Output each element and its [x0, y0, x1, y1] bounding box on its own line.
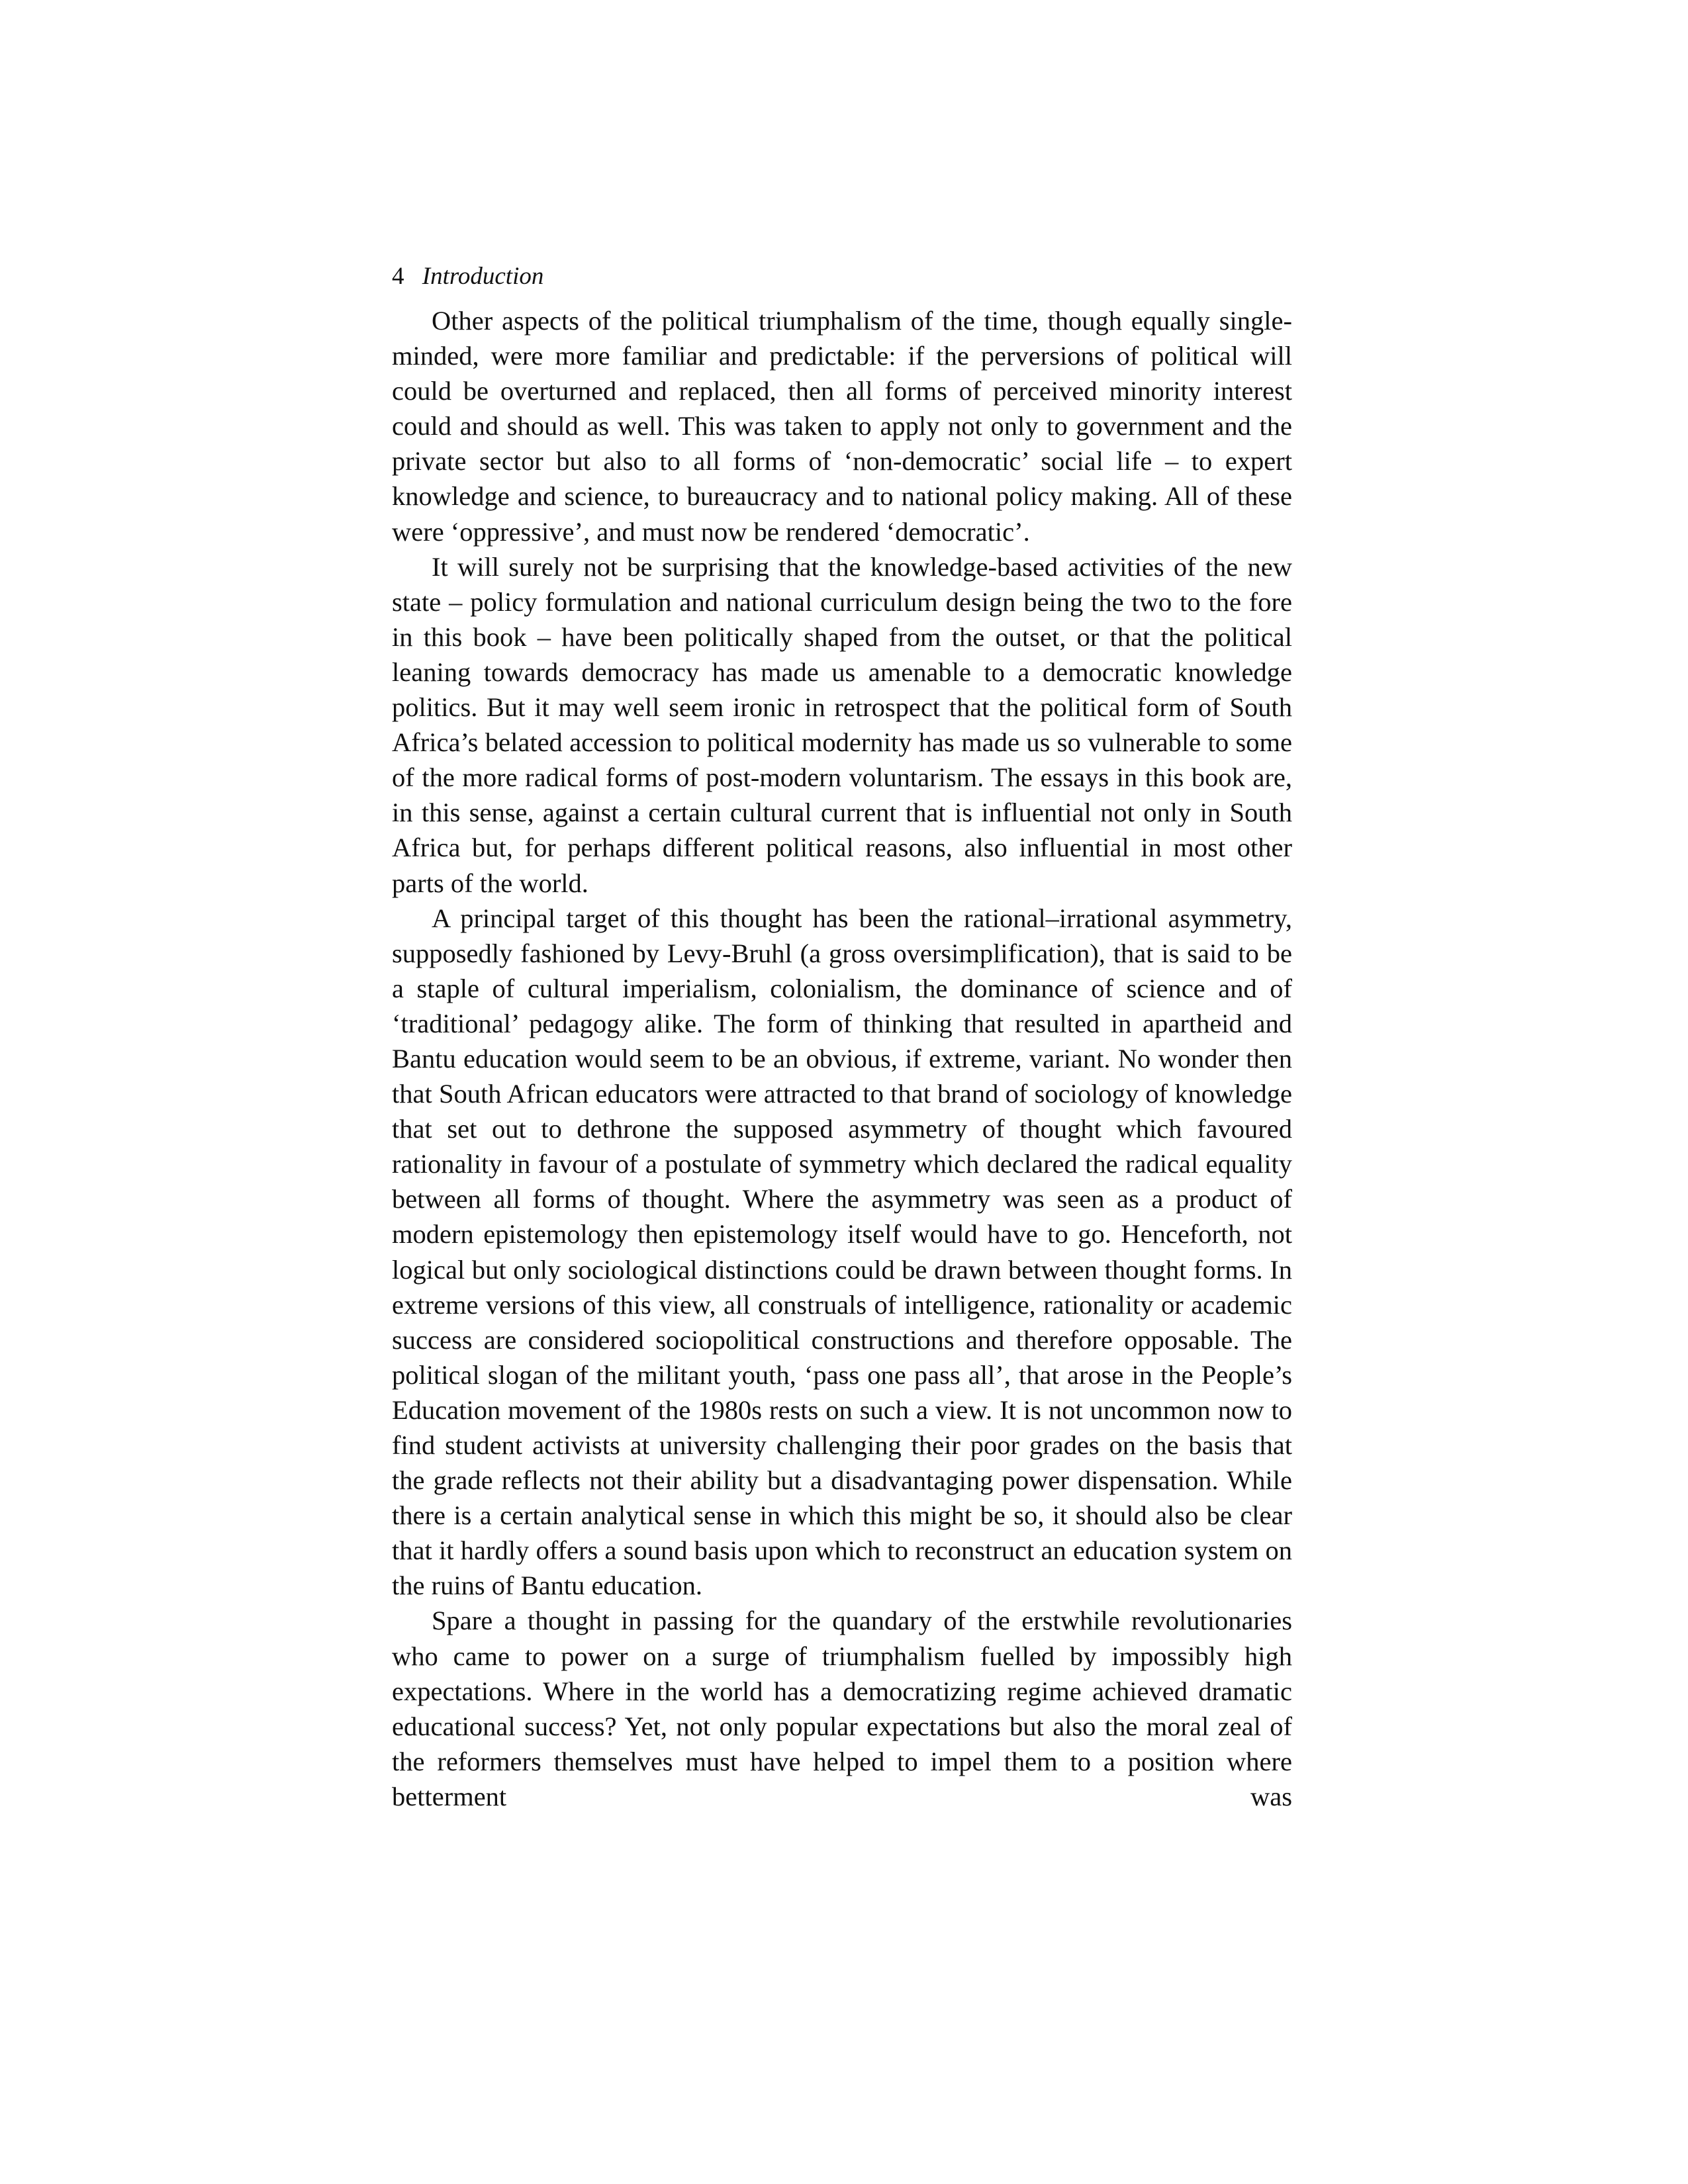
- book-page: [392, 259, 1292, 1814]
- paragraph-1: Other aspects of the political triumphalism of the time, though equally single-minded, were more familiar and predictable: if the perversions of political will could be overturned and replaced, then all forms of perceived minority interest could and should as well. This was taken to apply not only to government and the private sector but also to all forms of ‘non-democratic’ social life – to expert knowledge and science, to bureaucracy and to national policy making. All of these were ‘oppressive’, and must now be rendered ‘democratic’.: [392, 306, 1292, 547]
- body-text: [392, 303, 1292, 1814]
- paragraph-2: It will surely not be surprising that the knowledge-based activities of the new state – policy formulation and national curriculum design being the two to the fore in this book – have been politically shaped from the outset, or that the political leaning towards democracy has made us amenable to a democratic knowledge politics. But it may well seem ironic in retrospect that the political form of South Africa’s belated accession to political modernity has made us so vulnerable to some of the more radical forms of post-modern voluntarism. The essays in this book are, in this sense, against a certain cultural current that is influential not only in South Africa but, for perhaps different political reasons, also influential in most other parts of the world.: [392, 551, 1292, 898]
- running-head-title: Introduction: [422, 263, 544, 290]
- running-head: [392, 259, 1292, 294]
- paragraph-4: Spare a thought in passing for the quandary of the erstwhile revolutionaries who came to power on a surge of triumphalism fuelled by impossibly high expectations. Where in the world has a democratizing regime achieved dramatic educational success? Yet, not only popular expectations but also the moral zeal of the reformers themselves must have helped to impel them to a position where betterment was: [392, 1606, 1292, 1811]
- page-number: 4: [392, 263, 404, 290]
- paragraph-3: A principal target of this thought has been the rational–irrational asymmetry, supposedly fashioned by Levy-Bruhl (a gross oversimplification), that is said to be a staple of cultural imperialism, colonialism, the dominance of science and of ‘traditional’ pedagogy alike. The form of thinking that resulted in apartheid and Bantu education would seem to be an obvious, if extreme, variant. No wonder then that South African educators were attracted to that brand of sociology of knowledge that set out to dethrone the supposed asymmetry of thought which favoured rationality in favour of a postulate of symmetry which declared the radical equality between all forms of thought. Where the asymmetry was seen as a product of modern epistemology then epistemology itself would have to go. Henceforth, not logical but only sociological distinctions could be drawn between thought forms. In extreme versions of this view, all construals of intelligence, rationality or academic success are considered sociopolitical constructions and therefore opposable. The political slogan of the militant youth, ‘pass one pass all’, that arose in the People’s Education movement of the 1980s rests on such a view. It is not uncommon now to find student activists at university challenging their poor grades on the basis that the grade reflects not their ability but a disadvantaging power dispensation. While there is a certain analytical sense in which this might be so, it should also be clear that it hardly offers a sound basis upon which to reconstruct an education system on the ruins of Bantu education.: [392, 903, 1292, 1601]
